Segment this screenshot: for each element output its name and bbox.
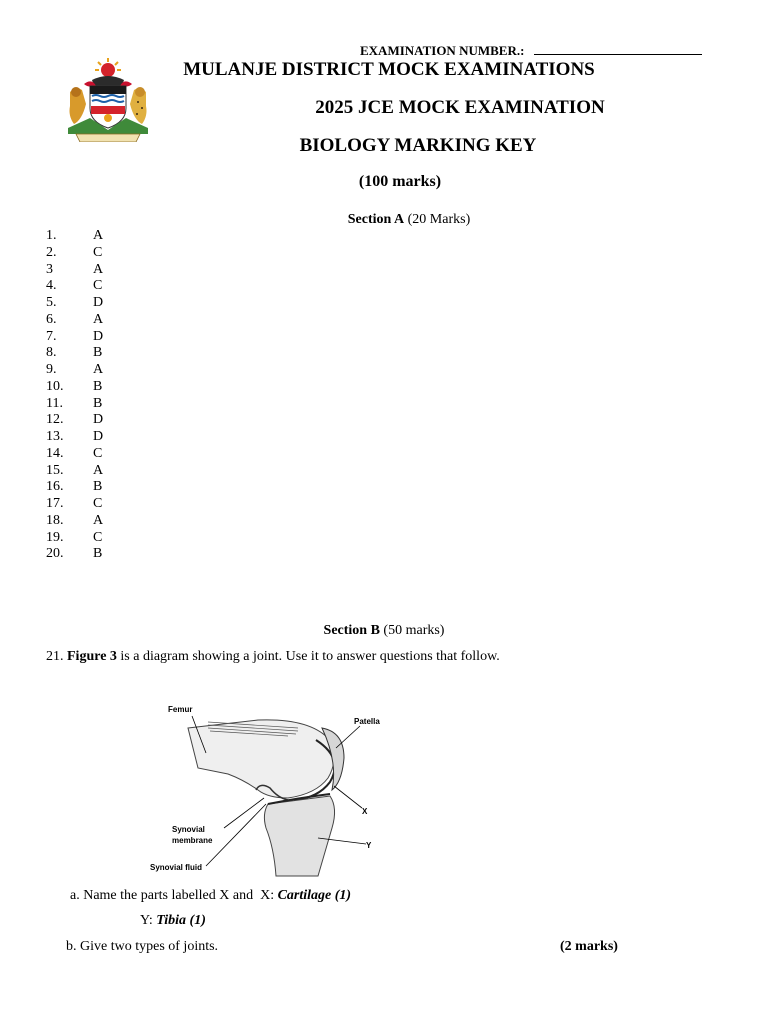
- knee-joint-diagram: [148, 698, 394, 878]
- examination-number-field: [360, 42, 702, 59]
- answer-letter: B: [93, 546, 103, 562]
- answer-number: 7.: [46, 328, 57, 344]
- examination-number-label: EXAMINATION NUMBER.:: [360, 43, 525, 58]
- answer-letter: B: [93, 479, 103, 495]
- answer-row: [46, 496, 103, 513]
- section-a-heading: [0, 212, 768, 228]
- answer-row: [46, 278, 103, 295]
- answer-number: 8.: [46, 345, 57, 361]
- answer-number: 13.: [46, 429, 64, 444]
- answer-number: 14.: [46, 445, 64, 461]
- question-21a-text: a. Name the parts labelled X and: [70, 888, 254, 903]
- answer-number: 17.: [46, 496, 64, 511]
- x-answer-prefix: X:: [260, 888, 275, 903]
- synovial-fluid-label: Synovial fluid: [150, 863, 203, 872]
- answer-number: 6.: [46, 311, 57, 327]
- femur-label: Femur: [168, 705, 193, 714]
- answer-row: [46, 329, 103, 346]
- question-21b-text: b. Give two types of joints.: [66, 939, 219, 954]
- answer-number: 4.: [46, 278, 57, 294]
- answer-row: [46, 345, 103, 362]
- answer-letter: A: [93, 462, 104, 478]
- question-21a-y: [140, 913, 206, 929]
- answer-number: 16.: [46, 479, 64, 495]
- answer-letter: A: [93, 311, 104, 327]
- answer-number: 19.: [46, 529, 64, 545]
- answer-letter: B: [93, 378, 103, 394]
- answer-letter: B: [93, 395, 103, 411]
- total-marks: (100 marks): [358, 173, 442, 190]
- y-answer: Tibia (1): [156, 913, 206, 928]
- question-21a: [70, 888, 351, 904]
- answer-letter: A: [93, 362, 104, 377]
- section-a-answer-list: [46, 228, 103, 563]
- answer-row: [46, 463, 103, 480]
- y-label: Y: [366, 841, 372, 850]
- answer-number: 3: [46, 261, 53, 277]
- answer-row: [46, 362, 103, 379]
- answer-letter: D: [93, 295, 104, 310]
- answer-letter: A: [93, 512, 104, 528]
- answer-letter: C: [93, 278, 103, 294]
- answer-row: [46, 245, 103, 262]
- answer-row: [46, 530, 103, 547]
- examination-number-blank: [534, 42, 702, 55]
- x-answer: Cartilage (1): [277, 888, 352, 903]
- answer-row: [46, 228, 103, 245]
- answer-number: 1.: [46, 228, 57, 243]
- answer-number: 15.: [46, 462, 64, 478]
- answer-number: 9.: [46, 362, 57, 377]
- answer-row: [46, 513, 103, 530]
- answer-number: 2.: [46, 244, 57, 260]
- figure-reference: Figure 3: [67, 649, 117, 664]
- answer-row: [46, 446, 103, 463]
- answer-letter: D: [93, 429, 104, 444]
- answer-letter: C: [93, 529, 103, 545]
- answer-letter: A: [93, 228, 104, 243]
- question-21-stem: is a diagram showing a joint. Use it to answer questions that follow.: [116, 649, 500, 664]
- section-b-marks: (50 marks): [383, 623, 445, 638]
- question-21-text: [46, 649, 500, 665]
- question-21-number: 21.: [46, 649, 64, 664]
- section-a-label: Section A: [347, 212, 405, 227]
- answer-number: 12.: [46, 412, 64, 428]
- answer-letter: D: [93, 412, 104, 428]
- answer-row: [46, 479, 103, 496]
- y-answer-prefix: Y:: [140, 913, 153, 928]
- answer-letter: B: [93, 345, 103, 361]
- answer-row: [46, 546, 103, 563]
- answer-letter: D: [93, 328, 104, 344]
- answer-letter: A: [93, 261, 104, 277]
- answer-letter: C: [93, 496, 103, 511]
- answer-row: [46, 262, 103, 279]
- answer-number: 11.: [46, 395, 63, 411]
- patella-label: Patella: [354, 717, 380, 726]
- section-a-marks: (20 Marks): [407, 212, 471, 227]
- answer-row: [46, 396, 103, 413]
- answer-number: 10.: [46, 378, 64, 394]
- answer-number: 18.: [46, 512, 64, 528]
- jce-exam-title: 2025 JCE MOCK EXAMINATION: [315, 97, 605, 118]
- answer-row: [46, 295, 103, 312]
- synovial-membrane-label-line1: Synovial: [172, 825, 205, 834]
- x-label: X: [362, 807, 368, 816]
- district-exam-title: MULANJE DISTRICT MOCK EXAMINATIONS: [183, 59, 595, 80]
- answer-row: [46, 412, 103, 429]
- marking-key-title: BIOLOGY MARKING KEY: [299, 135, 537, 156]
- section-b-heading: [0, 623, 768, 639]
- answer-number: 20.: [46, 546, 64, 562]
- answer-letter: C: [93, 244, 103, 260]
- section-b-label: Section B: [323, 623, 380, 638]
- answer-row: [46, 379, 103, 396]
- synovial-membrane-label-line2: membrane: [172, 836, 213, 845]
- answer-letter: C: [93, 445, 103, 461]
- answer-row: [46, 429, 103, 446]
- question-21b-marks: (2 marks): [560, 939, 618, 954]
- answer-row: [46, 312, 103, 329]
- answer-number: 5.: [46, 295, 57, 310]
